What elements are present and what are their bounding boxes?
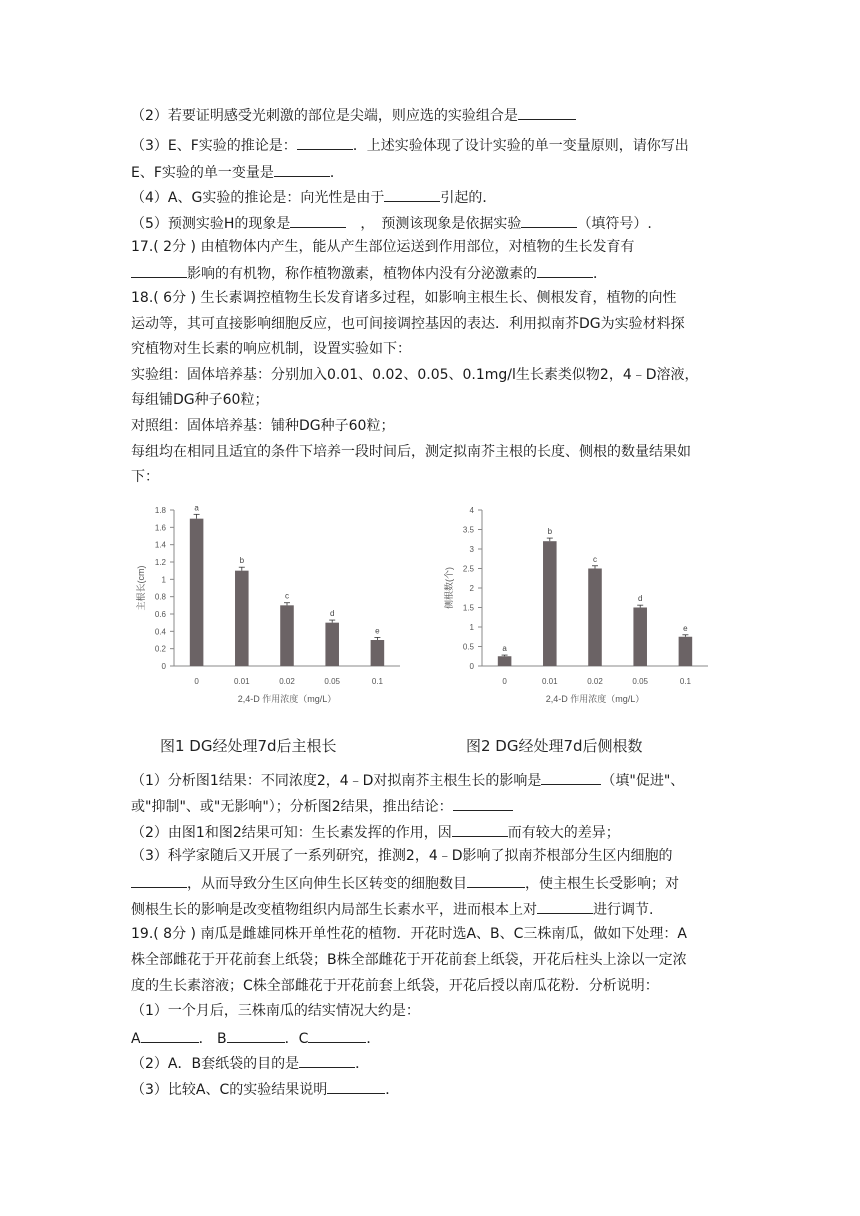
bar xyxy=(588,569,602,667)
answer-blank[interactable] xyxy=(131,872,187,888)
q18-experiment-group-2: 每组铺DG种子60粒； xyxy=(131,392,269,408)
y-tick-label: 0 xyxy=(161,662,166,671)
q18-stem-3: 究植物对生长素的响应机制，设置实验如下： xyxy=(131,341,411,357)
answer-blank[interactable] xyxy=(297,134,353,150)
q18-experiment-group: 实验组：固体培养基：分别加入0.01、0.02、0.05、0.1mg/l生长素类似物2，4﹣D溶液， xyxy=(131,367,699,383)
q16-part2: （2）若要证明感受光刺激的部位是尖端，则应选的实验组合是 xyxy=(131,104,576,126)
bar xyxy=(633,608,647,667)
y-tick-label: 4 xyxy=(469,506,474,515)
q19-part3: （3）比较A、C的实验结果说明 ． xyxy=(131,1078,399,1100)
answer-blank[interactable] xyxy=(521,212,577,228)
q18-part1: （1）分析图1结果：不同浓度2，4﹣D对拟南芥主根生长的影响是 （填"促进"、 xyxy=(131,769,684,791)
significance-letter: b xyxy=(547,527,553,537)
q18-result-intro: 每组均在相同且适宜的条件下培养一段时间后，测定拟南芥主根的长度、侧根的数量结果如 xyxy=(131,444,691,460)
answer-blank[interactable] xyxy=(518,104,576,120)
x-tick-label: 0 xyxy=(502,677,507,686)
x-tick-label: 0.1 xyxy=(371,677,383,686)
bar xyxy=(280,605,294,666)
q18-part3-cont-2: 侧根生长的影响是改变植物组织内局部生长素水平，进而根本上对 进行调节. xyxy=(131,898,653,920)
q19-stem: 19.( 8分 ) 南瓜是雌雄同株开单性花的植物．开花时选A、B、C三株南瓜，做如下处理：A xyxy=(131,926,687,942)
y-tick-label: 3.5 xyxy=(462,525,474,535)
x-tick-label: 0 xyxy=(194,677,199,686)
answer-blank[interactable] xyxy=(452,821,508,837)
answer-blank[interactable] xyxy=(131,262,187,278)
significance-letter: c xyxy=(285,591,289,601)
significance-letter: a xyxy=(502,644,507,654)
q19-stem-3: 度的生长素溶液；C株全部雌花于开花前套上纸袋，开花后授以南瓜花粉．分析说明： xyxy=(131,978,659,994)
answer-blank[interactable] xyxy=(274,161,330,177)
q19-part2: （2）A．B套纸袋的目的是 ． xyxy=(131,1052,369,1074)
q18-stem: 18.( 6分 ) 生长素调控植物生长发育诸多过程，如影响主根生长、侧根发育，植物的向性 xyxy=(131,290,677,306)
x-axis-label: 2,4-D 作用浓度（mg/L） xyxy=(237,694,337,704)
x-tick-label: 0.05 xyxy=(324,677,340,686)
significance-letter: c xyxy=(593,554,597,564)
y-tick-label: 1 xyxy=(469,623,474,632)
answer-blank[interactable] xyxy=(537,898,593,914)
answer-blank[interactable] xyxy=(453,795,513,811)
q16-part5: （5）预测实验H的现象是 ， 预测该现象是依据实验 （填符号）. xyxy=(131,212,652,234)
q18-part1-cont: 或"抑制"、或"无影响"）；分析图2结果，推出结论： xyxy=(131,795,513,817)
y-tick-label: 1.2 xyxy=(154,558,166,567)
bar xyxy=(543,541,557,666)
significance-letter: e xyxy=(375,626,380,636)
bar xyxy=(679,637,693,666)
y-tick-label: 0.8 xyxy=(154,592,166,602)
y-tick-label: 0.4 xyxy=(154,627,166,637)
y-tick-label: 1 xyxy=(161,575,166,585)
x-tick-label: 0.01 xyxy=(234,677,250,686)
y-tick-label: 0 xyxy=(469,662,474,671)
bar xyxy=(190,519,204,666)
q19-part1-answers: A ． B ．C ． xyxy=(131,1027,380,1049)
significance-letter: d xyxy=(637,594,643,604)
y-tick-label: 0.5 xyxy=(462,642,474,652)
y-tick-label: 2 xyxy=(469,584,474,593)
x-tick-label: 0.01 xyxy=(542,677,558,686)
answer-blank[interactable] xyxy=(537,262,593,278)
x-tick-label: 0.02 xyxy=(587,677,603,686)
y-tick-label: 0.2 xyxy=(154,644,166,654)
answer-blank-b[interactable] xyxy=(227,1027,285,1043)
y-tick-label: 1.4 xyxy=(154,540,166,550)
y-axis-label: 主根长(cm) xyxy=(136,565,146,611)
answer-blank[interactable] xyxy=(467,872,525,888)
y-tick-label: 0.6 xyxy=(154,610,166,619)
figure1-main-root-chart xyxy=(128,500,408,715)
answer-blank[interactable] xyxy=(541,769,601,785)
q19-stem-2: 株全部雌花于开花前套上纸袋；B株全部雌花于开花前套上纸袋，开花后柱头上涂以一定浓 xyxy=(131,952,687,968)
y-tick-label: 3 xyxy=(469,545,474,554)
x-tick-label: 0.1 xyxy=(679,677,691,686)
answer-blank[interactable] xyxy=(384,186,440,202)
q18-part2: （2）由图1和图2结果可知：生长素发挥的作用，因 而有较大的差异； xyxy=(131,821,620,843)
q16-part4: （4）A、G实验的推论是：向光性是由于 引起的． xyxy=(131,186,496,208)
answer-blank-c[interactable] xyxy=(308,1027,366,1043)
q17-stem: 17.( 2分 ) 由植物体内产生，能从产生部位运送到作用部位，对植物的生长发育有 xyxy=(131,239,635,255)
significance-letter: d xyxy=(329,609,335,619)
bar xyxy=(371,640,385,666)
x-tick-label: 0.02 xyxy=(279,677,295,686)
y-tick-label: 2.5 xyxy=(462,564,474,574)
significance-letter: e xyxy=(683,623,688,633)
answer-blank-a[interactable] xyxy=(141,1027,199,1043)
y-tick-label: 1.8 xyxy=(154,506,166,515)
q19-part1: （1）一个月后，三株南瓜的结实情况大约是： xyxy=(131,1003,420,1019)
answer-blank[interactable] xyxy=(299,1052,355,1068)
bar xyxy=(498,656,512,666)
bar xyxy=(235,571,249,666)
answer-blank[interactable] xyxy=(290,212,346,228)
q18-part3: （3）科学家随后又开展了一系列研究，推测2，4﹣D影响了拟南芥根部分生区内细胞的 xyxy=(131,848,673,864)
y-tick-label: 1.6 xyxy=(154,523,166,533)
x-tick-label: 0.05 xyxy=(632,677,648,686)
q18-control-group: 对照组：固体培养基：铺种DG种子60粒； xyxy=(131,418,395,434)
q18-result-intro-2: 下： xyxy=(131,469,159,485)
answer-blank[interactable] xyxy=(327,1078,385,1094)
significance-letter: b xyxy=(239,556,245,566)
significance-letter: a xyxy=(194,503,199,513)
q18-stem-2: 运动等，其可直接影响细胞反应，也可间接调控基因的表达．利用拟南芥DG为实验材料探 xyxy=(131,316,685,332)
q18-part3-cont: ，从而导致分生区向伸生长区转变的细胞数目 ，使主根生长受影响；对 xyxy=(131,872,679,894)
figure2-lateral-root-chart xyxy=(436,500,716,715)
q17-stem-cont: 影响的有机物，称作植物激素，植物体内没有分泌激素的 ． xyxy=(131,262,607,284)
y-axis-label: 侧根数(个) xyxy=(444,567,454,609)
figure1-caption: 图1 DG经处理7d后主根长 xyxy=(160,737,337,755)
y-tick-label: 1.5 xyxy=(462,603,474,613)
figure2-caption: 图2 DG经处理7d后侧根数 xyxy=(466,737,643,755)
q16-part3-cont: E、F实验的单一变量是 ． xyxy=(131,161,344,183)
bar xyxy=(325,623,339,666)
x-axis-label: 2,4-D 作用浓度（mg/L） xyxy=(545,694,645,704)
q16-part3: （3）E、F实验的推论是： ．上述实验体现了设计实验的单一变量原则，请你写出 xyxy=(131,134,689,156)
